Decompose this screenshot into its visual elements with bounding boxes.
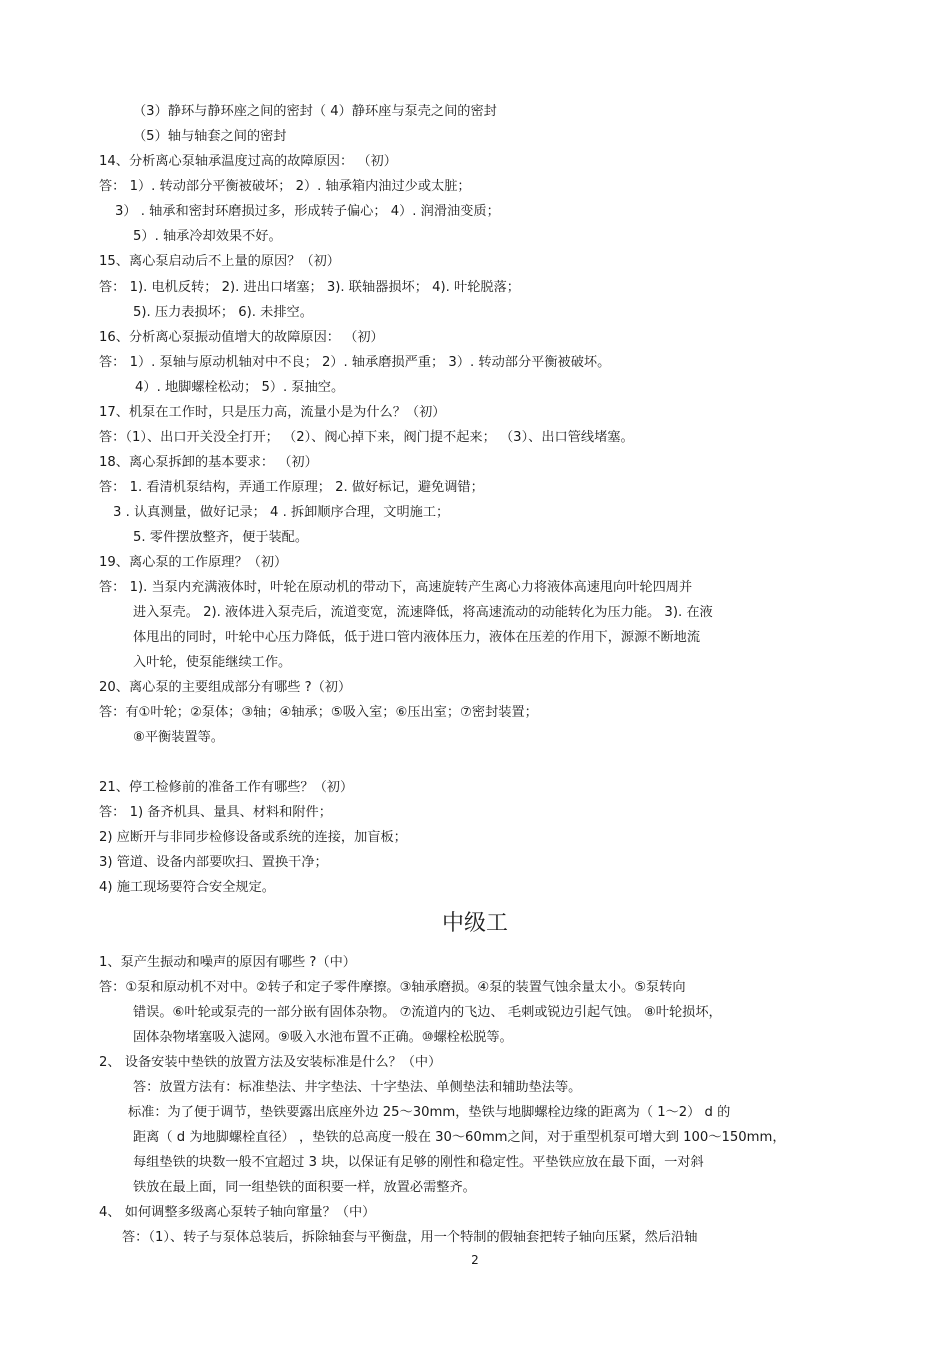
text-line: 5）. 轴承冷却效果不好。	[133, 229, 282, 244]
answer-line: 答：有①叶轮；②泵体；③轴；④轴承；⑤吸入室；⑥压出室；⑦密封装置；	[99, 705, 538, 720]
text-line: 3) 管道、设备内部要吹扫、置换干净；	[99, 855, 328, 870]
text-line: ⑧平衡装置等。	[133, 730, 224, 745]
question-line: 1、泵产生振动和噪声的原因有哪些 ?（中）	[99, 955, 356, 970]
question-line: 15、离心泵启动后不上量的原因？（初）	[99, 254, 340, 269]
text-line: 错误。⑥叶轮或泵壳的一部分嵌有固体杂物。 ⑦流道内的飞边、 毛刺或锐边引起气蚀。 ⑧叶轮损坏，	[133, 1005, 722, 1020]
text-line: 铁放在最上面，同一组垫铁的面积要一样，放置必需整齐。	[133, 1180, 476, 1195]
text-line: （3）静环与静环座之间的密封（ 4）静环座与泵壳之间的密封	[133, 104, 497, 119]
text-line: （5）轴与轴套之间的密封	[133, 129, 287, 144]
question-line: 16、分析离心泵振动值增大的故障原因： （初）	[99, 330, 384, 345]
answer-line: 答： 1）. 转动部分平衡被破坏； 2）. 轴承箱内油过少或太脏；	[99, 179, 471, 194]
text-line: 4）. 地脚螺栓松动； 5）. 泵抽空。	[135, 380, 345, 395]
text-line: 4) 施工现场要符合安全规定。	[99, 880, 275, 895]
question-line: 14、分析离心泵轴承温度过高的故障原因： （初）	[99, 154, 397, 169]
text-line: 体甩出的同时，叶轮中心压力降低，低于进口管内液体压力，液体在压差的作用下，源源不断地流	[133, 630, 701, 645]
text-line: 2) 应断开与非同步检修设备或系统的连接，加盲板；	[99, 830, 407, 845]
answer-line: 答： 1). 电机反转； 2). 进出口堵塞； 3). 联轴器损坏； 4). 叶轮脱落；	[99, 280, 520, 295]
text-line: 3 . 认真测量，做好记录； 4 . 拆卸顺序合理，文明施工；	[113, 505, 450, 520]
question-line: 18、离心泵拆卸的基本要求： （初）	[99, 455, 318, 470]
question-line: 4、 如何调整多级离心泵转子轴向窜量？（中）	[99, 1205, 376, 1220]
section-title: 中级工	[441, 911, 508, 936]
text-line: 3） . 轴承和密封环磨损过多，形成转子偏心； 4）. 润滑油变质；	[115, 204, 500, 219]
answer-line: 答： 1). 当泵内充满液体时，叶轮在原动机的带动下，高速旋转产生离心力将液体高速甩向叶轮四周并	[99, 580, 693, 595]
text-line: 5. 零件摆放整齐，便于装配。	[133, 530, 309, 545]
question-line: 17、机泵在工作时，只是压力高，流量小是为什么？（初）	[99, 405, 446, 420]
answer-line: 答：①泵和原动机不对中。②转子和定子零件摩擦。③轴承磨损。④泵的装置气蚀余量太小。⑤泵转向	[99, 980, 686, 995]
answer-line: 答：放置方法有：标准垫法、井字垫法、十字垫法、单侧垫法和辅助垫法等。	[133, 1080, 582, 1095]
text-line: 固体杂物堵塞吸入滤网。⑨吸入水池布置不正确。⑩螺栓松脱等。	[133, 1030, 513, 1045]
question-line: 19、离心泵的工作原理？（初）	[99, 555, 288, 570]
answer-line: 答： 1) 备齐机具、量具、材料和附件；	[99, 805, 332, 820]
text-line: 标准：为了便于调节，垫铁要露出底座外边 25～30mm，垫铁与地脚螺栓边缘的距离为（ 1～2） d 的	[128, 1105, 731, 1120]
text-line: 每组垫铁的块数一般不宜超过 3 块，以保证有足够的刚性和稳定性。平垫铁应放在最下面，一对斜	[133, 1155, 704, 1170]
question-line: 20、离心泵的主要组成部分有哪些 ?（初）	[99, 680, 352, 695]
text-line: 距离（ d 为地脚螺栓直径） ，垫铁的总高度一般在 30～60mm之间，对于重型机泵可增大到 100～150mm，	[133, 1130, 786, 1145]
question-line: 2、 设备安装中垫铁的放置方法及安装标准是什么？（中）	[99, 1055, 442, 1070]
answer-line: 答：（1）、转子与泵体总装后，拆除轴套与平衡盘，用一个特制的假轴套把转子轴向压紧，然后沿轴	[122, 1230, 698, 1245]
question-line: 21、停工检修前的准备工作有哪些？（初）	[99, 780, 354, 795]
text-line: 入叶轮，使泵能继续工作。	[133, 655, 292, 670]
text-line: 进入泵壳。 2). 液体进入泵壳后，流道变宽，流速降低，将高速流动的动能转化为压力能。 3). 在液	[133, 605, 713, 620]
text-line: 5). 压力表损坏； 6). 未排空。	[133, 305, 313, 320]
answer-line: 答： 1）. 泵轴与原动机轴对中不良； 2）. 轴承磨损严重； 3）. 转动部分平衡被破坏。	[99, 355, 611, 370]
answer-line: 答： 1. 看清机泵结构，弄通工作原理； 2. 做好标记，避免调错；	[99, 480, 484, 495]
page-number: 2	[471, 1253, 479, 1267]
answer-line: 答：（1）、出口开关没全打开； （2）、阀心掉下来，阀门提不起来； （3）、出口管线堵塞。	[99, 430, 634, 445]
